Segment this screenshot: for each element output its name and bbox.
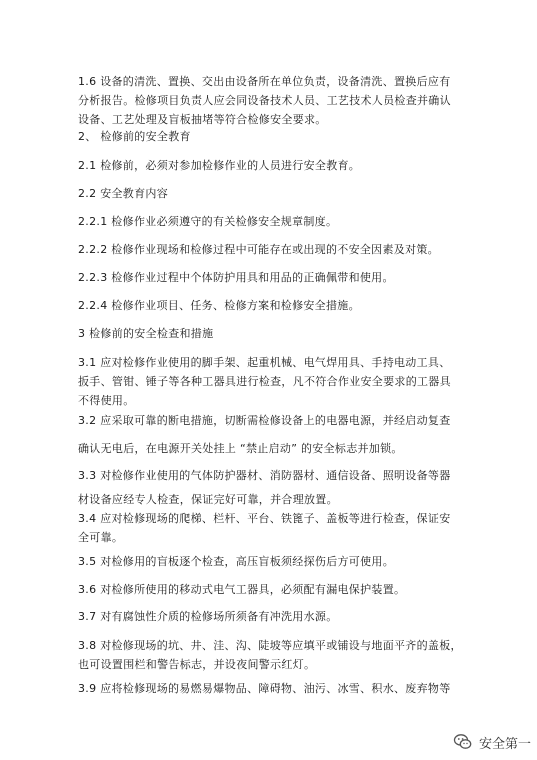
text-line: 2.2.2 检修作业现场和检修过程中可能存在或出现的不安全因素及对策。 — [78, 243, 439, 256]
text-line: 2.1 检修前，必须对参加检修作业的人员进行安全教育。 — [78, 159, 361, 172]
paragraph-1-6 — [78, 72, 463, 129]
text-line: 3.2 应采取可靠的断电措施，切断需检修设备上的电器电源，并经启动复查 — [78, 414, 451, 427]
paragraph-2-2-2 — [78, 240, 463, 259]
text-line: 不得使用。 — [78, 394, 135, 407]
paragraph-2-2-1 — [78, 212, 463, 231]
text-line: 3.6 对检修所使用的移动式电气工器具，必须配有漏电保护装置。 — [78, 583, 406, 596]
watermark — [453, 732, 531, 752]
text-line: 2.2 安全教育内容 — [78, 187, 168, 200]
text-line: 3.8 对检修现场的坑、井、洼、沟、陡坡等应填平或铺设与地面平齐的盖板， — [78, 639, 462, 652]
text-line: 3.5 对检修用的盲板逐个检查，高压盲板须经探伤后方可使用。 — [78, 555, 394, 568]
paragraph-3-9 — [78, 679, 463, 698]
paragraph-3-4 — [78, 509, 463, 547]
paragraph-3-2 — [78, 411, 463, 458]
paragraph-2-1 — [78, 156, 463, 175]
text-line: 扳手、管钳、锤子等各种工器具进行检查，凡不符合作业安全要求的工器具 — [78, 375, 451, 388]
watermark-text: 安全第一 — [478, 736, 531, 752]
text-line: 2.2.1 检修作业必须遵守的有关检修安全规章制度。 — [78, 215, 338, 228]
text-line: 3 检修前的安全检查和措施 — [78, 327, 214, 340]
text-line: 全可靠。 — [78, 531, 124, 544]
paragraph-3-7 — [78, 607, 463, 626]
text-line: 1.6 设备的清洗、置换、交出由设备所在单位负责，设备清洗、置换后应有 — [78, 75, 451, 88]
paragraph-3-8 — [78, 636, 463, 674]
text-line: 分析报告。检修项目负责人应会同设备技术人员、工艺技术人员检查并确认 — [78, 94, 451, 107]
text-line: 设备、工艺处理及盲板抽堵等符合检修安全要求。 — [78, 113, 327, 126]
paragraph-3-3 — [78, 466, 463, 509]
text-line: 2.2.4 检修作业项目、任务、检修方案和检修安全措施。 — [78, 299, 360, 312]
paragraph-2-2-3 — [78, 268, 463, 287]
heading-2 — [78, 127, 463, 146]
text-line: 确认无电后，在电源开关处挂上 “禁止启动” 的安全标志并加锁。 — [78, 442, 403, 455]
text-line: 材设备应经专人检查，保证完好可靠，并合理放置。 — [78, 493, 338, 506]
text-line: 3.1 应对检修作业使用的脚手架、起重机械、电气焊用具、手持电动工具、 — [78, 356, 451, 369]
paragraph-3-5 — [78, 552, 463, 571]
text-line: 3.9 应将检修现场的易燃易爆物品、障碍物、油污、冰雪、积水、废弃物等 — [78, 682, 451, 695]
text-line: 3.3 对检修作业使用的气体防护器材、消防器材、通信设备、照明设备等器 — [78, 469, 451, 482]
text-line: 2.2.3 检修作业过程中个体防护用具和用品的正确佩带和使用。 — [78, 271, 394, 284]
text-line: 2、 检修前的安全教育 — [78, 130, 191, 143]
paragraph-2-2 — [78, 184, 463, 203]
heading-3 — [78, 324, 463, 343]
text-line: 也可设置围栏和警告标志，并设夜间警示红灯。 — [78, 658, 316, 671]
text-line: 3.7 对有腐蚀性介质的检修场所须备有冲洗用水源。 — [78, 610, 338, 623]
wechat-icon — [453, 732, 473, 752]
paragraph-2-2-4 — [78, 296, 463, 315]
paragraph-3-1 — [78, 353, 463, 410]
text-line: 3.4 应对检修现场的爬梯、栏杆、平台、铁篦子、盖板等进行检查，保证安 — [78, 512, 451, 525]
paragraph-3-6 — [78, 580, 463, 599]
